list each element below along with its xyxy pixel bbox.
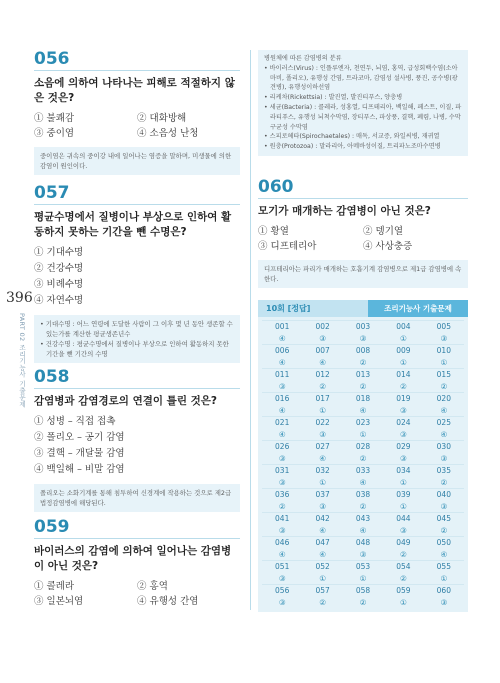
option-4[interactable]: ④ 백일해 – 비말 감염: [34, 464, 125, 475]
answer-number-row: [262, 560, 464, 572]
answer-number: 020: [436, 394, 451, 403]
answer-mark: ④: [278, 429, 286, 439]
answer-number: 040: [436, 490, 451, 499]
answer-mark: ③: [400, 429, 407, 439]
answer-number-row: [262, 320, 464, 332]
pathogen-spirochaetales: • 스피로헤타(Spirochaetales) : 매독, 서교증, 와일씨병, 재귀열: [264, 133, 440, 141]
option-3[interactable]: ③ 디프테리아: [258, 241, 317, 252]
option-3[interactable]: ③ 결핵 – 개달물 감염: [34, 448, 125, 459]
answer-number: 035: [436, 466, 451, 475]
answer-mark: ①: [400, 333, 407, 343]
answer-number: 006: [275, 346, 290, 355]
answer-mark: ②: [359, 453, 367, 463]
question-060: [258, 178, 468, 288]
question-rule: [258, 198, 468, 199]
side-label: PART 02 조리기능사 기출문제: [18, 313, 26, 408]
question-059: [34, 518, 240, 609]
answer-mark: ③: [400, 525, 407, 535]
answer-mark: ④: [440, 405, 448, 415]
question-rule: [34, 204, 240, 205]
answer-key-round: 10회 [정답]: [266, 304, 311, 313]
answer-mark: ②: [359, 381, 367, 391]
answer-mark: ①: [440, 573, 448, 583]
answer-mark: ③: [278, 453, 286, 463]
option-3[interactable]: ③ 일본뇌염: [34, 596, 84, 607]
answer-number: 057: [315, 586, 330, 595]
answer-number: 047: [315, 538, 330, 547]
answer-mark: ③: [319, 333, 326, 343]
answer-number-row: [262, 416, 464, 428]
answer-mark: ③: [440, 501, 448, 511]
answer-number: 053: [355, 562, 371, 571]
answer-number: 026: [275, 442, 290, 451]
answer-mark: ①: [319, 573, 326, 583]
answer-mark: ③: [400, 405, 407, 415]
answer-mark: ①: [400, 477, 407, 487]
answer-number: 054: [396, 562, 411, 571]
answer-number: 012: [315, 370, 330, 379]
answer-number: 046: [275, 538, 290, 547]
answer-number: 045: [436, 514, 451, 523]
answer-number: 032: [315, 466, 330, 475]
answer-number: 010: [436, 346, 451, 355]
answer-number: 007: [315, 346, 330, 355]
answer-mark-row: [262, 548, 464, 560]
answer-mark: ④: [359, 525, 367, 535]
question-text: 모기가 매개하는 감염병이 아닌 것은?: [258, 205, 431, 217]
question-rule: [34, 538, 240, 539]
option-4[interactable]: ④ 자연수명: [34, 295, 84, 306]
option-2[interactable]: ② 대화방해: [137, 113, 187, 124]
answer-number: 044: [396, 514, 411, 523]
answer-number: 017: [315, 394, 330, 403]
answer-number: 030: [436, 442, 451, 451]
answer-number: 011: [275, 370, 290, 379]
answer-number: 050: [436, 538, 451, 547]
answer-number: 051: [275, 562, 290, 571]
answer-number: 013: [355, 370, 371, 379]
answer-mark: ④: [359, 477, 367, 487]
options: [34, 245, 240, 309]
answer-key-grid: [258, 317, 468, 612]
answer-mark: ③: [440, 453, 448, 463]
answer-number-row: [262, 368, 464, 380]
answer-mark-row: [262, 500, 464, 512]
options: [34, 579, 240, 609]
answer-mark: ③: [278, 573, 286, 583]
answer-mark: ④: [440, 429, 448, 439]
answer-mark: ②: [400, 381, 407, 391]
option-1[interactable]: ① 황열: [258, 226, 289, 237]
question-number: 059: [34, 517, 70, 537]
answer-number: 024: [396, 418, 411, 427]
explanation-box: 디프테리아는 파리가 매개하는 호흡기계 감염병으로 제1급 감염병에 속한다.: [258, 260, 468, 288]
answer-mark: ①: [319, 405, 326, 415]
answer-number-row: [262, 392, 464, 404]
answer-mark: ①: [359, 429, 367, 439]
answer-mark: ②: [440, 477, 448, 487]
option-2[interactable]: ② 홍역: [137, 581, 168, 592]
answer-mark: ③: [440, 333, 448, 343]
answer-mark: ④: [278, 549, 286, 559]
answer-mark: ④: [359, 405, 367, 415]
explanation-box: [34, 315, 240, 363]
option-1[interactable]: ① 콜레라: [34, 581, 75, 592]
question-rule: [34, 388, 240, 389]
answer-mark: ①: [400, 501, 407, 511]
answer-number-row: [262, 536, 464, 548]
answer-mark: ①: [400, 357, 407, 367]
answer-mark: ④: [319, 525, 326, 535]
answer-mark: ③: [359, 333, 367, 343]
pathogen-classification-box: [258, 50, 468, 156]
answer-mark: ③: [278, 597, 286, 607]
answer-mark: ③: [319, 429, 326, 439]
answer-number: 034: [396, 466, 411, 475]
question-rule: [34, 70, 240, 71]
answer-mark: ③: [359, 549, 367, 559]
pathogen-protozoa: • 원충(Protozoa) : 말라리아, 아메바성이질, 트리파노조마수면병: [264, 143, 441, 151]
answer-mark-row: [262, 476, 464, 488]
option-4[interactable]: ④ 소음성 난청: [137, 128, 199, 139]
answer-mark-row: [262, 452, 464, 464]
answer-number: 060: [436, 586, 451, 595]
answer-mark: ④: [319, 549, 326, 559]
answer-number-row: [262, 512, 464, 524]
answer-number: 029: [396, 442, 411, 451]
question-number: 058: [34, 367, 70, 387]
answer-mark: ②: [400, 549, 407, 559]
answer-number: 021: [275, 418, 290, 427]
option-1[interactable]: ① 성병 – 직접 접촉: [34, 416, 116, 427]
answer-mark: ③: [278, 525, 286, 535]
answer-number: 038: [355, 490, 371, 499]
answer-number: 031: [275, 466, 290, 475]
option-3[interactable]: ③ 비례수명: [34, 279, 84, 290]
answer-mark: ④: [278, 333, 286, 343]
answer-number: 001: [275, 322, 290, 331]
option-2[interactable]: ② 폴리오 – 공기 감염: [34, 432, 125, 443]
answer-mark: ①: [319, 477, 326, 487]
answer-number: 002: [315, 322, 330, 331]
answer-mark: ②: [400, 573, 407, 583]
answer-number: 008: [355, 346, 371, 355]
answer-mark-row: [262, 380, 464, 392]
answer-mark-row: [262, 428, 464, 440]
explanation-line: • 건강수명 : 평균수명에서 질병이나 부상으로 인하여 활동하지 못한 기간을 뺀 기간의 수명: [40, 340, 229, 358]
answer-mark: ①: [440, 357, 448, 367]
pathogen-bacteria: • 세균(Bacteria) : 콜레라, 성홍열, 디프테리아, 백일해, 페스트, 이질, 파라티푸스, 유행성 뇌척수막염, 장티푸스, 파상풍, 결핵, 폐렴, 나병, 수막구균성 수막염: [264, 103, 462, 131]
question-057: [34, 184, 240, 363]
answer-number: 009: [396, 346, 411, 355]
page-number: 396: [6, 290, 33, 306]
answer-number: 022: [315, 418, 330, 427]
answer-mark: ②: [359, 597, 367, 607]
answer-mark: ②: [319, 381, 326, 391]
question-number: 056: [34, 49, 70, 69]
option-1[interactable]: ① 불쾌감: [34, 113, 75, 124]
answer-mark: ②: [440, 381, 448, 391]
answer-number: 004: [396, 322, 411, 331]
option-3[interactable]: ③ 중이염: [34, 128, 75, 139]
answer-mark: ②: [440, 525, 448, 535]
answer-key-table: [258, 300, 468, 612]
answer-mark-row: [262, 332, 464, 344]
answer-mark: ②: [359, 357, 367, 367]
question-text: 바이러스의 감염에 의하여 일어나는 감염병이 아닌 것은?: [34, 545, 232, 572]
answer-number: 055: [436, 562, 451, 571]
answer-mark: ②: [319, 597, 326, 607]
answer-number: 058: [355, 586, 371, 595]
answer-mark-row: [262, 596, 464, 608]
answer-number: 033: [355, 466, 371, 475]
option-4[interactable]: ④ 사상충증: [363, 241, 413, 252]
answer-mark: ④: [440, 549, 448, 559]
answer-number: 052: [315, 562, 330, 571]
answer-mark: ③: [278, 477, 286, 487]
pathogen-rickettsia: • 리케차(Rickettsia) : 발진열, 발진티푸스, 양충병: [264, 94, 403, 102]
options: [258, 224, 468, 254]
answer-mark-row: [262, 404, 464, 416]
answer-mark: ②: [359, 501, 367, 511]
answer-number: 014: [396, 370, 411, 379]
answer-number: 041: [275, 514, 290, 523]
answer-number-row: [262, 440, 464, 452]
explanation-box: 폴리오는 소화기계를 통해 침투하여 신경계에 작용하는 것으로 제2급 법정감염병에 해당된다.: [34, 484, 240, 512]
answer-mark: ④: [278, 357, 286, 367]
option-1[interactable]: ① 기대수명: [34, 247, 84, 258]
answer-mark: ③: [440, 597, 448, 607]
question-number: 057: [34, 183, 70, 203]
answer-number: 042: [315, 514, 330, 523]
question-text: 소음에 의하여 나타나는 피해로 적절하지 않은 것은?: [34, 77, 235, 104]
answer-mark: ④: [319, 453, 326, 463]
answer-mark-row: [262, 356, 464, 368]
answer-mark: ④: [278, 405, 286, 415]
column-divider: [250, 50, 251, 610]
pathogen-virus: • 바이러스(Virus) : 인플루엔자, 천연두, 뇌염, 홍역, 급성회백수염(소아마비, 폴리오), 유행성 간염, 트라코마, 감염성 설사병, 풍진, 공수병(광견병), 유행성이하선염: [264, 64, 458, 92]
answer-number: 003: [355, 322, 371, 331]
answer-number-row: [262, 488, 464, 500]
answer-number: 036: [275, 490, 290, 499]
answer-mark: ①: [400, 597, 407, 607]
answer-number: 016: [275, 394, 290, 403]
answer-number: 028: [355, 442, 371, 451]
question-text: 감염병과 감염경로의 연결이 틀린 것은?: [34, 395, 218, 407]
answer-mark: ③: [319, 501, 326, 511]
answer-mark: ④: [319, 357, 326, 367]
answer-mark: ①: [359, 573, 367, 583]
question-text: 평균수명에서 질병이나 부상으로 인하여 활동하지 못하는 기간을 뺀 수명은?: [34, 211, 232, 238]
answer-number-row: [262, 584, 464, 596]
answer-mark: ③: [278, 381, 286, 391]
answer-number-row: [262, 344, 464, 356]
answer-mark: ②: [278, 501, 286, 511]
pathogen-title: 병원체에 따른 감염병의 분류: [264, 55, 342, 62]
answer-key-title: 조리기능사 기출문제: [368, 300, 468, 317]
answer-number: 059: [396, 586, 411, 595]
answer-key-header: [258, 300, 468, 317]
answer-number: 056: [275, 586, 290, 595]
options: [34, 111, 240, 141]
explanation-line: • 기대수명 : 어느 연령에 도달한 사람이 그 이후 몇 년 동안 생존할 수 있는가를 계산한 평균생존년수: [40, 320, 233, 338]
explanation-box: 중이염은 귀속의 중이강 내에 일어나는 염증을 말하며, 미생물에 의한 감염이 원인이다.: [34, 147, 240, 175]
answer-number: 027: [315, 442, 330, 451]
answer-number: 039: [396, 490, 411, 499]
answer-mark-row: [262, 524, 464, 536]
answer-number: 048: [355, 538, 371, 547]
answer-mark: ③: [400, 453, 407, 463]
question-058: [34, 368, 240, 512]
option-2[interactable]: ② 건강수명: [34, 263, 84, 274]
answer-number: 019: [396, 394, 411, 403]
answer-number: 023: [355, 418, 371, 427]
option-4[interactable]: ④ 유행성 간염: [137, 596, 199, 607]
answer-mark-row: [262, 572, 464, 584]
answer-number: 005: [436, 322, 451, 331]
option-2[interactable]: ② 뎅기열: [363, 226, 404, 237]
question-056: [34, 50, 240, 175]
answer-number: 025: [436, 418, 451, 427]
answer-number: 018: [355, 394, 371, 403]
answer-number: 037: [315, 490, 330, 499]
question-number: 060: [258, 177, 294, 197]
answer-number: 049: [396, 538, 411, 547]
answer-number: 043: [355, 514, 371, 523]
answer-number-row: [262, 464, 464, 476]
answer-number: 015: [436, 370, 451, 379]
options: [34, 414, 240, 478]
